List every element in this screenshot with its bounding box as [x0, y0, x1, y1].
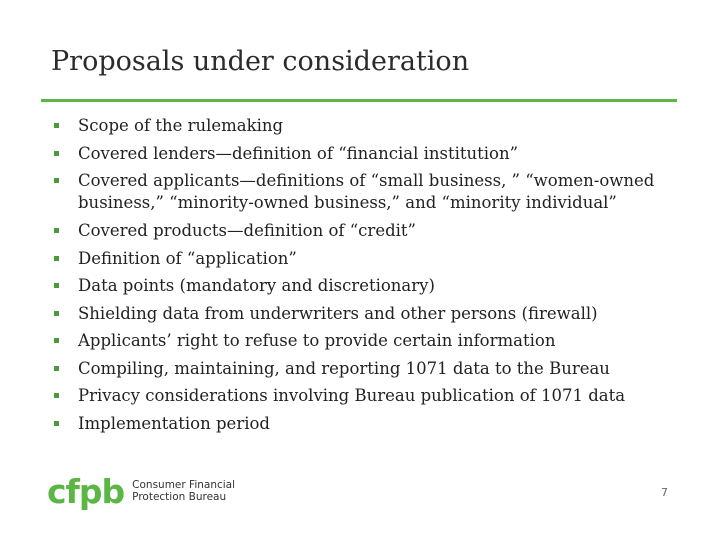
bullet-text: Applicants’ right to refuse to provide certain information	[78, 331, 556, 350]
list-item	[52, 300, 672, 328]
bullet-text: Scope of the rulemaking	[78, 116, 284, 135]
logo-mark: cfpb	[47, 471, 125, 511]
list-item	[52, 245, 672, 273]
bullet-icon	[54, 228, 59, 233]
cfpb-logo	[47, 473, 235, 509]
bullet-icon	[54, 366, 59, 371]
logo-line-2: Protection Bureau	[132, 491, 227, 503]
title-divider	[41, 99, 677, 102]
list-item	[52, 140, 672, 168]
bullet-text: Covered lenders—definition of “financial institution”	[78, 143, 519, 163]
slide-title: Proposals under consideration	[51, 46, 470, 77]
bullet-text: Data points (mandatory and discretionary)	[78, 276, 435, 295]
bullet-icon	[54, 393, 59, 398]
list-item	[52, 382, 672, 410]
list-item	[52, 355, 672, 383]
bullet-text: Compiling, maintaining, and reporting 1071 data to the Bureau	[78, 358, 610, 378]
bullet-list	[52, 112, 672, 437]
bullet-icon	[54, 151, 59, 156]
bullet-icon	[54, 338, 59, 343]
bullet-text: Covered products—definition of “credit”	[78, 221, 416, 240]
bullet-text: Implementation period	[78, 413, 270, 433]
list-item	[52, 217, 672, 245]
list-item	[52, 327, 672, 355]
bullet-icon	[54, 123, 59, 128]
bullet-icon	[54, 421, 59, 426]
bullet-text: Shielding data from underwriters and other persons (firewall)	[78, 303, 598, 323]
bullet-icon	[54, 256, 59, 261]
list-item	[52, 410, 672, 438]
bullet-icon	[54, 311, 59, 316]
list-item	[52, 272, 672, 300]
bullet-text: Covered applicants—definitions of “small business, ” “women-owned business,” “minority-owned business,” and “minority individual”	[78, 171, 655, 212]
list-item	[52, 167, 672, 217]
bullet-icon	[54, 283, 59, 288]
bullet-text: Definition of “application”	[78, 248, 297, 268]
logo-wordmark	[132, 479, 235, 503]
list-item	[52, 112, 672, 140]
bullet-text: Privacy considerations involving Bureau publication of 1071 data	[78, 386, 626, 405]
bullet-icon	[54, 178, 59, 183]
logo-line-1: Consumer Financial	[132, 479, 236, 491]
page-number: 7	[661, 486, 668, 499]
